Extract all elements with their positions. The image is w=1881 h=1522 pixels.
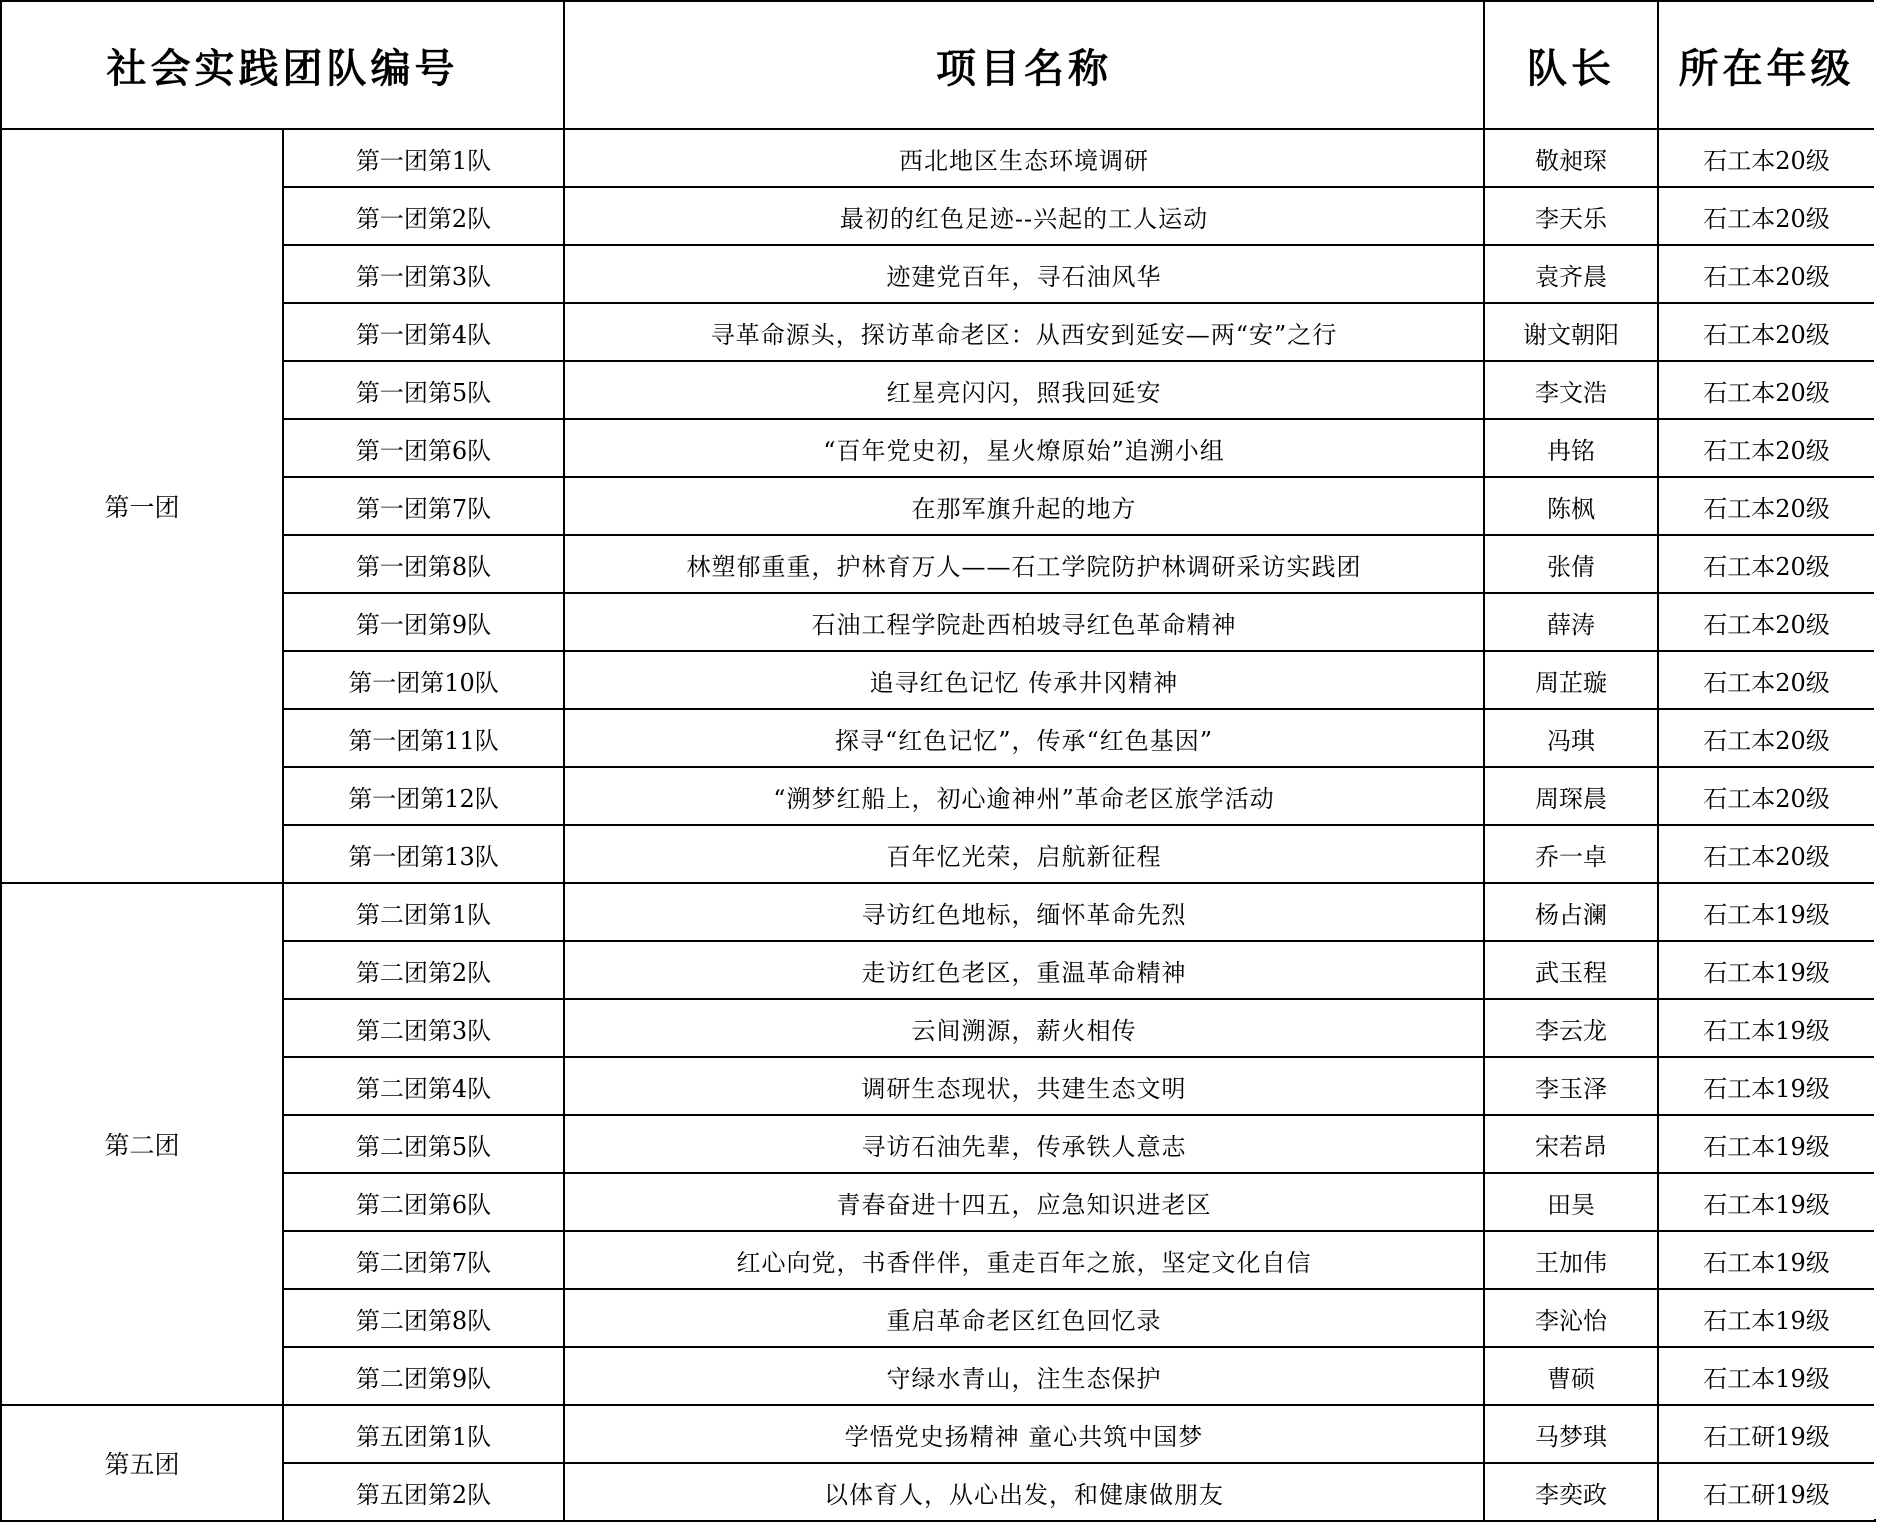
team-number-cell: 第一团第3队	[283, 245, 564, 303]
table-body	[1, 129, 1875, 1521]
project-name-cell: 寻访石油先辈，传承铁人意志	[564, 1115, 1484, 1173]
leader-cell: 曹硕	[1484, 1347, 1658, 1405]
leader-cell: 李文浩	[1484, 361, 1658, 419]
team-number-cell: 第二团第3队	[283, 999, 564, 1057]
header-project-name: 项目名称	[564, 1, 1484, 129]
project-name-cell: “溯梦红船上，初心逾神州”革命老区旅学活动	[564, 767, 1484, 825]
project-name-cell: 百年忆光荣，启航新征程	[564, 825, 1484, 883]
team-number-cell: 第二团第8队	[283, 1289, 564, 1347]
table-row	[1, 419, 1875, 477]
project-name-cell: 寻革命源头，探访革命老区：从西安到延安—两“安”之行	[564, 303, 1484, 361]
table-row	[1, 767, 1875, 825]
grade-cell: 石工本20级	[1658, 767, 1875, 825]
team-number-cell: 第一团第10队	[283, 651, 564, 709]
table-row	[1, 1289, 1875, 1347]
table-row	[1, 1173, 1875, 1231]
table-row	[1, 709, 1875, 767]
table-row	[1, 1347, 1875, 1405]
project-name-cell: 石油工程学院赴西柏坡寻红色革命精神	[564, 593, 1484, 651]
table-row	[1, 1231, 1875, 1289]
leader-cell: 李沁怡	[1484, 1289, 1658, 1347]
group-name-cell: 第二团	[1, 883, 283, 1405]
team-number-cell: 第五团第1队	[283, 1405, 564, 1463]
grade-cell: 石工本19级	[1658, 999, 1875, 1057]
grade-cell: 石工本19级	[1658, 1231, 1875, 1289]
grade-cell: 石工本20级	[1658, 651, 1875, 709]
project-name-cell: 红星亮闪闪，照我回延安	[564, 361, 1484, 419]
grade-cell: 石工本20级	[1658, 825, 1875, 883]
project-name-cell: 调研生态现状，共建生态文明	[564, 1057, 1484, 1115]
grade-cell: 石工本20级	[1658, 187, 1875, 245]
leader-cell: 马梦琪	[1484, 1405, 1658, 1463]
leader-cell: 田昊	[1484, 1173, 1658, 1231]
project-name-cell: 迹建党百年，寻石油风华	[564, 245, 1484, 303]
grade-cell: 石工本19级	[1658, 1173, 1875, 1231]
project-name-cell: 云间溯源，薪火相传	[564, 999, 1484, 1057]
team-number-cell: 第二团第9队	[283, 1347, 564, 1405]
table-row	[1, 187, 1875, 245]
leader-cell: 陈枫	[1484, 477, 1658, 535]
project-name-cell: 寻访红色地标，缅怀革命先烈	[564, 883, 1484, 941]
grade-cell: 石工本20级	[1658, 303, 1875, 361]
team-number-cell: 第二团第7队	[283, 1231, 564, 1289]
header-team-number: 社会实践团队编号	[1, 1, 564, 129]
grade-cell: 石工本19级	[1658, 1347, 1875, 1405]
leader-cell: 杨占澜	[1484, 883, 1658, 941]
team-number-cell: 第一团第8队	[283, 535, 564, 593]
leader-cell: 宋若昂	[1484, 1115, 1658, 1173]
leader-cell: 李天乐	[1484, 187, 1658, 245]
grade-cell: 石工本20级	[1658, 535, 1875, 593]
grade-cell: 石工本19级	[1658, 1289, 1875, 1347]
table-row	[1, 941, 1875, 999]
project-name-cell: 追寻红色记忆 传承井冈精神	[564, 651, 1484, 709]
grade-cell: 石工研19级	[1658, 1405, 1875, 1463]
grade-cell: 石工本20级	[1658, 129, 1875, 187]
grade-cell: 石工本20级	[1658, 361, 1875, 419]
grade-cell: 石工本20级	[1658, 245, 1875, 303]
leader-cell: 李云龙	[1484, 999, 1658, 1057]
team-number-cell: 第一团第12队	[283, 767, 564, 825]
table-row	[1, 999, 1875, 1057]
leader-cell: 薛涛	[1484, 593, 1658, 651]
header-grade: 所在年级	[1658, 1, 1875, 129]
project-name-cell: 走访红色老区，重温革命精神	[564, 941, 1484, 999]
project-name-cell: 红心向党，书香伴伴，重走百年之旅，坚定文化自信	[564, 1231, 1484, 1289]
team-number-cell: 第二团第5队	[283, 1115, 564, 1173]
team-number-cell: 第一团第13队	[283, 825, 564, 883]
project-name-cell: 在那军旗升起的地方	[564, 477, 1484, 535]
project-name-cell: 西北地区生态环境调研	[564, 129, 1484, 187]
table-row	[1, 129, 1875, 187]
project-name-cell: “百年党史初，星火燎原始”追溯小组	[564, 419, 1484, 477]
grade-cell: 石工本20级	[1658, 709, 1875, 767]
team-number-cell: 第一团第6队	[283, 419, 564, 477]
leader-cell: 武玉程	[1484, 941, 1658, 999]
grade-cell: 石工本20级	[1658, 419, 1875, 477]
table-row	[1, 883, 1875, 941]
team-number-cell: 第二团第4队	[283, 1057, 564, 1115]
team-number-cell: 第一团第9队	[283, 593, 564, 651]
table-row	[1, 1115, 1875, 1173]
grade-cell: 石工本20级	[1658, 593, 1875, 651]
leader-cell: 王加伟	[1484, 1231, 1658, 1289]
team-number-cell: 第二团第1队	[283, 883, 564, 941]
leader-cell: 周芷璇	[1484, 651, 1658, 709]
project-name-cell: 探寻“红色记忆”，传承“红色基因”	[564, 709, 1484, 767]
project-name-cell: 重启革命老区红色回忆录	[564, 1289, 1484, 1347]
sheet-right-margin	[1874, 0, 1881, 1519]
team-number-cell: 第一团第5队	[283, 361, 564, 419]
header-row	[1, 1, 1875, 129]
header-leader: 队长	[1484, 1, 1658, 129]
leader-cell: 敬昶琛	[1484, 129, 1658, 187]
table-row	[1, 303, 1875, 361]
table-row	[1, 651, 1875, 709]
leader-cell: 李玉泽	[1484, 1057, 1658, 1115]
leader-cell: 谢文朝阳	[1484, 303, 1658, 361]
team-number-cell: 第一团第1队	[283, 129, 564, 187]
grade-cell: 石工本19级	[1658, 1057, 1875, 1115]
table-row	[1, 477, 1875, 535]
project-name-cell: 青春奋进十四五，应急知识进老区	[564, 1173, 1484, 1231]
grade-cell: 石工本19级	[1658, 1115, 1875, 1173]
table-row	[1, 825, 1875, 883]
team-number-cell: 第二团第6队	[283, 1173, 564, 1231]
project-name-cell: 学悟党史扬精神 童心共筑中国梦	[564, 1405, 1484, 1463]
project-name-cell: 以体育人，从心出发，和健康做朋友	[564, 1463, 1484, 1521]
team-number-cell: 第一团第7队	[283, 477, 564, 535]
table-row	[1, 1405, 1875, 1463]
team-number-cell: 第一团第4队	[283, 303, 564, 361]
team-number-cell: 第五团第2队	[283, 1463, 564, 1521]
project-name-cell: 林塑郁重重，护林育万人——石工学院防护林调研采访实践团	[564, 535, 1484, 593]
table-row	[1, 245, 1875, 303]
grade-cell: 石工研19级	[1658, 1463, 1875, 1521]
table-row	[1, 361, 1875, 419]
grade-cell: 石工本19级	[1658, 883, 1875, 941]
leader-cell: 周琛晨	[1484, 767, 1658, 825]
table-row	[1, 535, 1875, 593]
project-name-cell: 守绿水青山，注生态保护	[564, 1347, 1484, 1405]
leader-cell: 冯琪	[1484, 709, 1658, 767]
team-number-cell: 第一团第2队	[283, 187, 564, 245]
table-row	[1, 1057, 1875, 1115]
leader-cell: 李奕政	[1484, 1463, 1658, 1521]
grade-cell: 石工本20级	[1658, 477, 1875, 535]
group-name-cell: 第五团	[1, 1405, 283, 1521]
table-row	[1, 1463, 1875, 1521]
grade-cell: 石工本19级	[1658, 941, 1875, 999]
group-name-cell: 第一团	[1, 129, 283, 883]
leader-cell: 乔一卓	[1484, 825, 1658, 883]
team-number-cell: 第一团第11队	[283, 709, 564, 767]
team-number-cell: 第二团第2队	[283, 941, 564, 999]
leader-cell: 冉铭	[1484, 419, 1658, 477]
project-name-cell: 最初的红色足迹--兴起的工人运动	[564, 187, 1484, 245]
leader-cell: 袁齐晨	[1484, 245, 1658, 303]
table-row	[1, 593, 1875, 651]
leader-cell: 张倩	[1484, 535, 1658, 593]
